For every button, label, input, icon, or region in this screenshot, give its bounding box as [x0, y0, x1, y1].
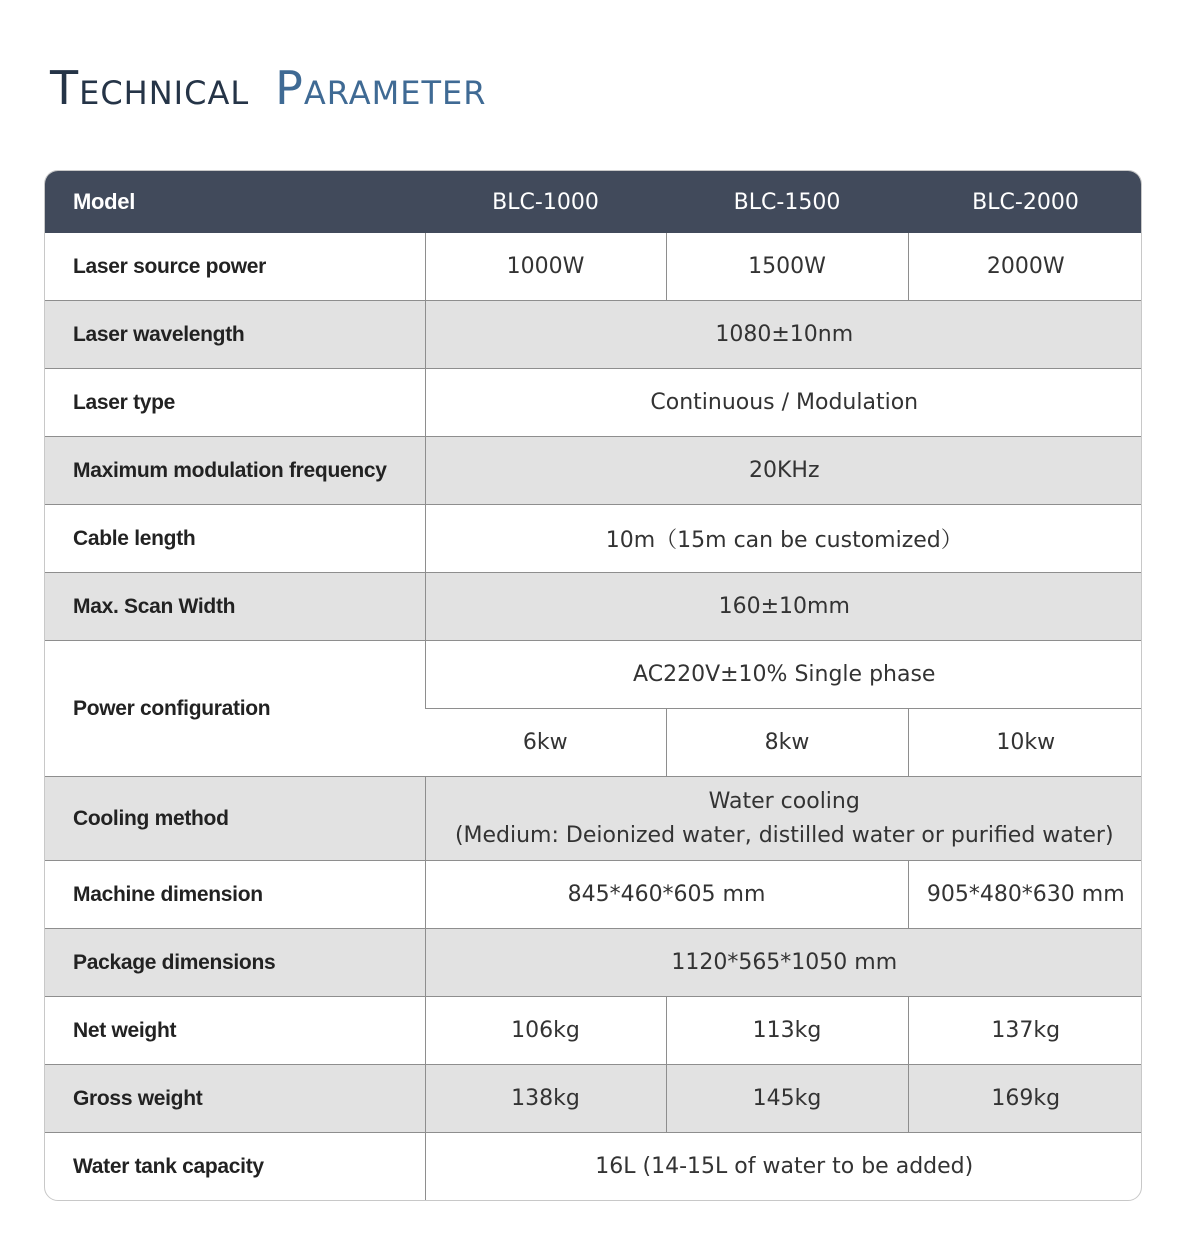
row-label: Package dimensions [45, 929, 425, 997]
cell-value: Continuous / Modulation [425, 369, 1142, 437]
cell-value: 1500W [666, 233, 908, 301]
cell-value: 137kg [908, 997, 1142, 1065]
spec-table [44, 170, 1142, 1201]
cell-cooling [425, 777, 1142, 861]
cell-value: 16L (14-15L of water to be added) [425, 1133, 1142, 1201]
table-row-laser-power [45, 233, 1142, 301]
cooling-line-1: Water cooling [708, 788, 860, 814]
row-label: Machine dimension [45, 861, 425, 929]
table-row-package-dimensions [45, 929, 1142, 997]
row-label: Water tank capacity [73, 1154, 264, 1178]
table-row-gross-weight [45, 1065, 1142, 1133]
row-label: Max. Scan Width [45, 573, 425, 641]
cell-value: 138kg [425, 1065, 666, 1133]
cell-value: 10kw [908, 709, 1142, 777]
row-label: Laser source power [45, 233, 425, 301]
cell-power-supply: AC220V±10% Single phase [425, 641, 1142, 709]
row-label: Gross weight [45, 1065, 425, 1133]
page-title [50, 56, 486, 120]
table-row-machine-dimension [45, 861, 1142, 929]
row-label: Net weight [45, 997, 425, 1065]
header-model-1: BLC-1000 [425, 171, 666, 233]
cell-value: 6kw [425, 709, 666, 777]
table-row-scan-width [45, 573, 1142, 641]
header-model-2: BLC-1500 [666, 171, 908, 233]
table-header-row [45, 171, 1142, 233]
row-label: Power configuration [45, 641, 425, 777]
table-row-modulation-frequency [45, 437, 1142, 505]
cell-value: 1000W [425, 233, 666, 301]
row-label: Cable length [45, 505, 425, 573]
header-model-label: Model [45, 171, 425, 233]
cell-value: 905*480*630 mm [908, 861, 1142, 929]
table-row-wavelength [45, 301, 1142, 369]
cell-value: 2000W [908, 233, 1142, 301]
table-row-cooling-method [45, 777, 1142, 861]
table-row-power-configuration [45, 641, 1142, 709]
cell-value: 845*460*605 mm [425, 861, 908, 929]
header-model-3: BLC-2000 [908, 171, 1142, 233]
cooling-line-2: (Medium: Deionized water, distilled water or purified water) [454, 822, 1114, 848]
table-row-water-tank [45, 1133, 1142, 1201]
table-row-cable-length [45, 505, 1142, 573]
table-row-net-weight [45, 997, 1142, 1065]
cell-value: 169kg [908, 1065, 1142, 1133]
cell-value: 20KHz [425, 437, 1142, 505]
cell-value: 8kw [666, 709, 908, 777]
cell-value: 10m（15m can be customized） [425, 505, 1142, 573]
cell-value: 1120*565*1050 mm [425, 929, 1142, 997]
cell-value: 113kg [666, 997, 908, 1065]
row-label: Laser type [45, 369, 425, 437]
row-label: Cooling method [45, 777, 425, 861]
title-word-technical: Technical [50, 61, 250, 115]
table-row-laser-type [45, 369, 1142, 437]
title-word-parameter: Parameter [275, 61, 487, 115]
cell-value: 145kg [666, 1065, 908, 1133]
cell-value: 106kg [425, 997, 666, 1065]
cell-value: 1080±10nm [425, 301, 1142, 369]
cell-value: 160±10mm [425, 573, 1142, 641]
row-label: Laser wavelength [45, 301, 425, 369]
row-label: Maximum modulation frequency [45, 437, 425, 505]
